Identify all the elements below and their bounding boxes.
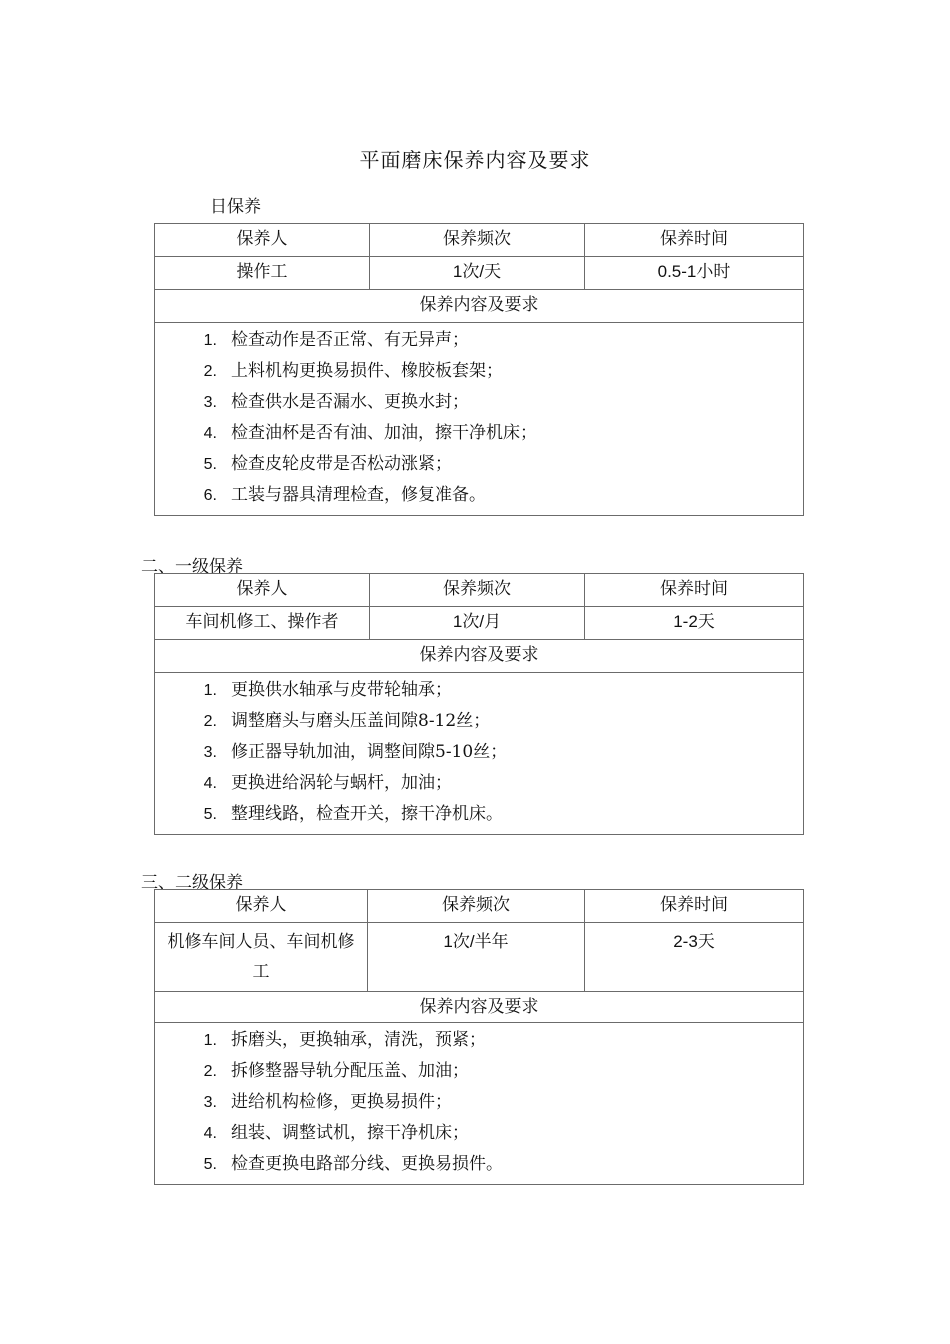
list-item [155,675,803,706]
content-header: 保养内容及要求 [155,290,804,323]
item-number: 1. [203,332,217,349]
item-number: 4. [203,775,217,792]
item-text: 检查更换电路部分线、更换易损件。 [231,1154,503,1174]
content-header: 保养内容及要求 [155,992,804,1023]
item-number: 2. [203,1063,217,1080]
header-frequency: 保养频次 [370,224,585,257]
item-number: 2. [203,363,217,380]
list-item [155,1118,803,1149]
header-maintainer: 保养人 [155,224,370,257]
item-text: 上料机构更换易损件、橡胶板套架； [231,361,503,381]
item-text: 更换进给涡轮与蜗杆，加油； [231,773,452,793]
item-number: 2. [203,713,217,730]
table-header-row [155,224,804,257]
requirements-list [155,323,803,515]
item-text: 组装、调整试机，擦干净机床； [231,1123,469,1143]
cell-maintainer: 车间机修工、操作者 [155,607,370,640]
item-text: 工装与器具清理检查，修复准备。 [231,485,486,505]
section-heading-daily: 日保养 [210,197,261,217]
table-row [155,257,804,290]
item-number: 4. [203,1125,217,1142]
item-text: 检查皮轮皮带是否松动涨紧； [231,454,452,474]
cell-frequency: 1次/半年 [368,923,585,992]
header-frequency: 保养频次 [368,890,585,923]
item-text: 整理线路，检查开关，擦干净机床。 [231,804,503,824]
item-number: 4. [203,425,217,442]
cell-duration: 1-2天 [585,607,804,640]
item-number: 1. [203,1032,217,1049]
header-duration: 保养时间 [585,574,804,607]
cell-duration: 2-3天 [585,923,804,992]
content-cell [155,323,804,516]
section-heading-level-1: 二、一级保养 [141,557,243,577]
item-number: 5. [203,456,217,473]
content-header-row [155,992,804,1023]
content-cell [155,673,804,835]
list-item [155,449,803,480]
header-maintainer: 保养人 [155,574,370,607]
content-header-row [155,640,804,673]
cell-frequency: 1次/天 [370,257,585,290]
cell-frequency: 1次/月 [370,607,585,640]
item-number: 3. [203,1094,217,1111]
cell-duration: 0.5-1小时 [585,257,804,290]
header-maintainer: 保养人 [155,890,368,923]
content-row [155,673,804,835]
list-item [155,1056,803,1087]
item-text: 拆磨头，更换轴承，清洗，预紧； [231,1030,486,1050]
header-duration: 保养时间 [585,890,804,923]
list-item [155,1087,803,1118]
content-row [155,323,804,516]
item-text: 进给机构检修，更换易损件； [231,1092,452,1112]
item-number: 1. [203,682,217,699]
list-item [155,1025,803,1056]
item-text: 调整磨头与磨头压盖间隙8-12丝； [231,711,491,731]
content-header-row [155,290,804,323]
section-heading-level-2: 三、二级保养 [141,873,243,893]
page-title: 平面磨床保养内容及要求 [359,148,591,172]
content-cell [155,1023,804,1185]
item-text: 检查供水是否漏水、更换水封； [231,392,469,412]
list-item [155,356,803,387]
item-text: 检查油杯是否有油、加油，擦干净机床； [231,423,537,443]
cell-maintainer: 操作工 [155,257,370,290]
table-row [155,923,804,992]
table-header-row [155,890,804,923]
table-row [155,607,804,640]
item-number: 3. [203,394,217,411]
requirements-list [155,1023,803,1184]
list-item [155,768,803,799]
list-item [155,480,803,511]
item-text: 更换供水轴承与皮带轮轴承； [231,680,452,700]
item-number: 5. [203,806,217,823]
header-duration: 保养时间 [585,224,804,257]
item-number: 5. [203,1156,217,1173]
cell-maintainer: 机修车间人员、车间机修工 [155,923,368,992]
item-text: 拆修整器导轨分配压盖、加油； [231,1061,469,1081]
list-item [155,706,803,737]
requirements-list [155,673,803,834]
item-text: 修正器导轨加油，调整间隙5-10丝； [231,742,508,762]
list-item [155,799,803,830]
item-number: 3. [203,744,217,761]
maintenance-table-level-2 [154,889,804,1185]
content-header: 保养内容及要求 [155,640,804,673]
maintenance-table-daily [154,223,804,516]
list-item [155,418,803,449]
list-item [155,1149,803,1180]
maintenance-table-level-1 [154,573,804,835]
item-number: 6. [203,487,217,504]
item-text: 检查动作是否正常、有无异声； [231,330,469,350]
list-item [155,737,803,768]
table-header-row [155,574,804,607]
list-item [155,325,803,356]
content-row [155,1023,804,1185]
header-frequency: 保养频次 [370,574,585,607]
list-item [155,387,803,418]
